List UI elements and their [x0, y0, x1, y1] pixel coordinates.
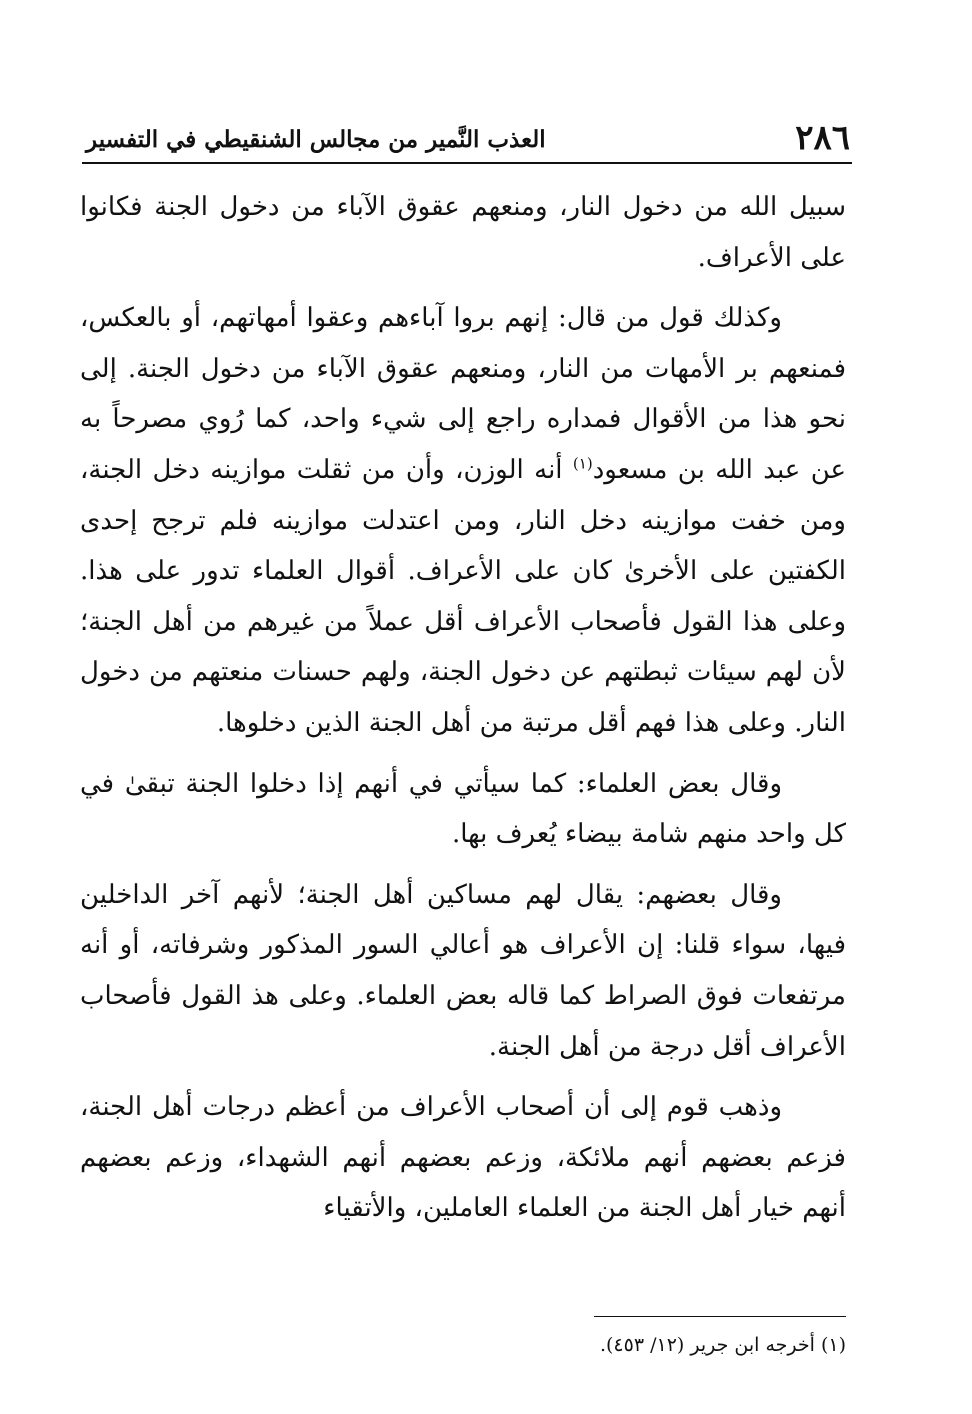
- footnote-reference[interactable]: (١): [572, 454, 593, 473]
- footnote-rule: [594, 1316, 846, 1317]
- paragraph-5: وذهب قوم إلى أن أصحاب الأعراف من أعظم درجات أهل الجنة، فزعم بعضهم أنهم ملائكة، وزعم بعضهم أنهم الشهداء، وزعم بعضهم أنهم خيار أهل الجنة من العلماء العاملين، والأتقياء: [80, 1092, 846, 1224]
- paragraph-2-text-a: وكذلك قول من قال: إنهم بروا آباءهم وعقوا أمهاتهم، أو بالعكس، فمنعهم بر الأمهات من النار، ومنعهم عقوق الآباء من دخول الجنة. إلى نحو هذا من الأقوال فمداره راجع إلى شيء واحد، كما رُوي مصرحاً به عن عبد الله بن مسعود: [80, 303, 846, 485]
- page-header: [82, 112, 852, 160]
- paragraph-4: وقال بعضهم: يقال لهم مساكين أهل الجنة؛ لأنهم آخر الداخلين فيها، سواء قلنا: إن الأعراف هو أعالي السور المذكور وشرفاته، أو أنه مرتفعات فوق الصراط كما قاله بعض العلماء. وعلى هذ القول فأصحاب الأعراف أقل درجة من أهل الجنة.: [80, 879, 846, 1062]
- running-title: العذب النَّمير من مجالس الشنقيطي في التفسير: [86, 126, 546, 153]
- header-rule: [82, 162, 852, 164]
- paragraph-2-text-b: أنه الوزن، وأن من ثقلت موازينه دخل الجنة، ومن خفت موازينه دخل النار، ومن اعتدلت موازينه فلم ترجح إحدى الكفتين على الأخرىٰ كان على الأعراف. أقوال العلماء تدور على هذا. وعلى هذا القول فأصحاب الأعراف أقل عملاً من غيرهم من أهل الجنة؛ لأن لهم سيئات ثبطتهم عن دخول الجنة، ولهم حسنات منعتهم من دخول النار. وعلى هذا فهم أقل مرتبة من أهل الجنة الذين دخلوها.: [80, 454, 846, 738]
- body-text: [80, 182, 846, 1244]
- paragraph-1: سبيل الله من دخول النار، ومنعهم عقوق الآباء من دخول الجنة فكانوا على الأعراف.: [80, 192, 846, 273]
- paragraph-2: [80, 293, 846, 748]
- paragraph-3: وقال بعض العلماء: كما سيأتي في أنهم إذا دخلوا الجنة تبقىٰ في كل واحد منهم شامة بيضاء يُعرف بها.: [80, 768, 846, 850]
- page-number: ٢٨٦: [795, 118, 850, 158]
- footnote: (١) أخرجه ابن جرير (١٢/ ٤٥٣).: [599, 1334, 846, 1356]
